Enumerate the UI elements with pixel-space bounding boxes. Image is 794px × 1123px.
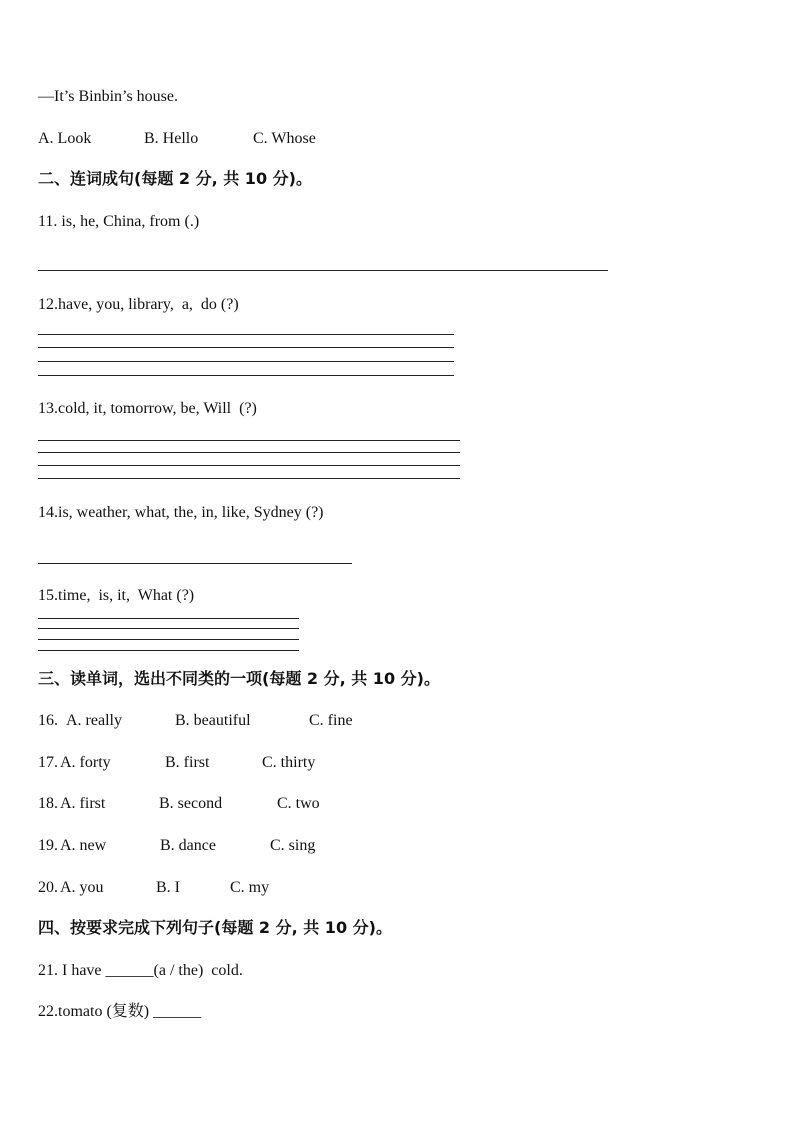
- q20-option-c: C. my: [230, 879, 270, 896]
- q17-number: 17.: [38, 754, 58, 771]
- q12-answer-line-4[interactable]: [38, 375, 454, 376]
- q15-answer-line-3[interactable]: [38, 639, 299, 640]
- q16-option-b: B. beautiful: [175, 712, 251, 729]
- q12-prompt: 12.have, you, library, a, do (?): [38, 296, 239, 313]
- q19-option-b: B. dance: [160, 837, 216, 854]
- q14-answer-line[interactable]: [38, 563, 352, 564]
- q19-option-c: C. sing: [270, 837, 316, 854]
- q18-option-b: B. second: [159, 795, 223, 812]
- q12-answer-line-2[interactable]: [38, 347, 454, 348]
- q18-option-a: A. first: [60, 795, 106, 812]
- q13-answer-line-1[interactable]: [38, 440, 460, 441]
- q16-option-c: C. fine: [309, 712, 353, 729]
- q22-prompt: 22.tomato (复数) ______: [38, 1003, 202, 1020]
- q17-option-b: B. first: [165, 754, 210, 771]
- q11-prompt: 11. is, he, China, from (.): [38, 213, 200, 230]
- q15-answer-line-1[interactable]: [38, 618, 299, 619]
- q17-option-a: A. forty: [60, 754, 111, 771]
- q14-prompt: 14.is, weather, what, the, in, like, Sydney (?): [38, 504, 324, 521]
- section4-title: 四、按要求完成下列句子(每题 2 分, 共 10 分)。: [38, 918, 392, 937]
- q20-option-b: B. I: [156, 879, 180, 896]
- q10-option-c: C. Whose: [253, 130, 316, 147]
- q13-answer-line-4[interactable]: [38, 478, 460, 479]
- q11-answer-line[interactable]: [38, 270, 608, 271]
- q12-answer-line-1[interactable]: [38, 334, 454, 335]
- q18-number: 18.: [38, 795, 58, 812]
- section2-title: 二、连词成句(每题 2 分, 共 10 分)。: [38, 169, 312, 188]
- q19-option-a: A. new: [60, 837, 107, 854]
- q13-answer-line-3[interactable]: [38, 465, 460, 466]
- q12-answer-line-3[interactable]: [38, 361, 454, 362]
- q18-option-c: C. two: [277, 795, 320, 812]
- q10-answer-line: —It’s Binbin’s house.: [38, 88, 179, 105]
- q20-option-a: A. you: [60, 879, 104, 896]
- q20-number: 20.: [38, 879, 58, 896]
- q13-prompt: 13.cold, it, tomorrow, be, Will (?): [38, 400, 257, 417]
- q10-option-b: B. Hello: [144, 130, 199, 147]
- q10-option-a: A. Look: [38, 130, 92, 147]
- q16-number: 16.: [38, 712, 58, 729]
- q15-answer-line-4[interactable]: [38, 650, 299, 651]
- q19-number: 19.: [38, 837, 58, 854]
- section3-title: 三、读单词，选出不同类的一项(每题 2 分, 共 10 分)。: [38, 669, 440, 688]
- q17-option-c: C. thirty: [262, 754, 316, 771]
- q13-answer-line-2[interactable]: [38, 452, 460, 453]
- q15-answer-line-2[interactable]: [38, 628, 299, 629]
- q16-option-a: A. really: [66, 712, 122, 729]
- q15-prompt: 15.time, is, it, What (?): [38, 587, 195, 604]
- q21-prompt: 21. I have ______(a / the) cold.: [38, 962, 243, 979]
